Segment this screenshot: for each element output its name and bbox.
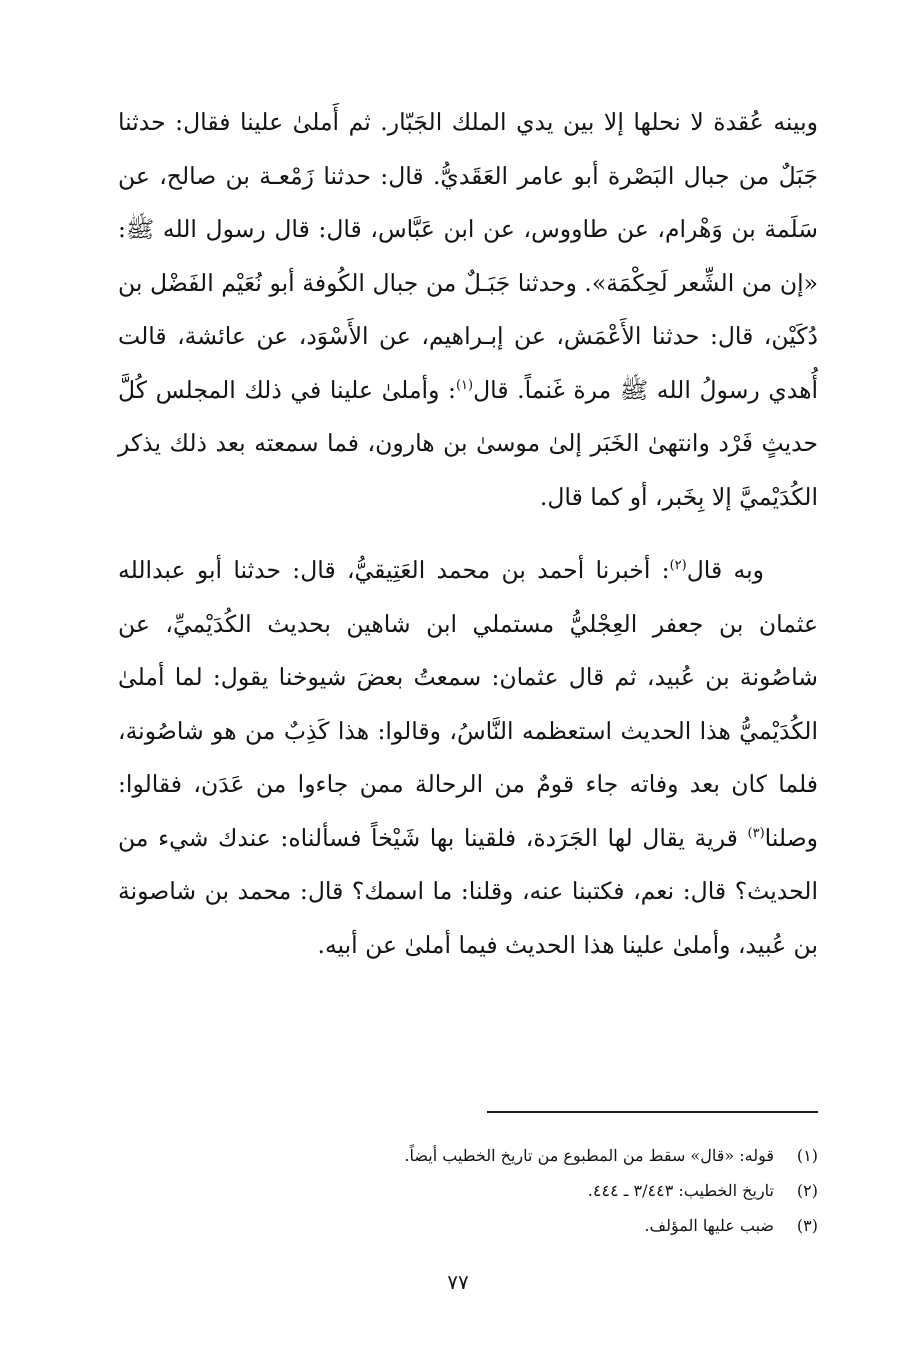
footnote-text: ضبب عليها المؤلف. bbox=[644, 1216, 774, 1235]
footnote-3 bbox=[118, 1208, 818, 1243]
footnote-separator bbox=[487, 1111, 818, 1113]
footnote-number: (٢) bbox=[796, 1181, 818, 1200]
paragraph-2-text-a: وبه قال bbox=[686, 556, 764, 584]
footnote-2 bbox=[118, 1173, 818, 1208]
footnote-ref-2: (٢) bbox=[669, 558, 687, 574]
footnote-ref-3: (٣) bbox=[747, 825, 765, 841]
footnote-text: تاريخ الخطيب: ٣/٤٤٣ ـ ٤٤٤. bbox=[587, 1181, 774, 1200]
main-text bbox=[118, 96, 818, 972]
paragraph-2-text-b: : أخبرنا أحمد بن محمد العَتِيقيُّ، قال: حدثنا أبو عبدالله عثمان بن جعفر العِجْليُّ مستملي ابن شاهين بحديث الكُدَيْميِّ، عن شاصُونة بن عُبيد، ثم قال عثمان: سمعتُ بعضَ شيوخنا يقول: لما أملىٰ الكُدَيْميُّ هذا الحديث استعظمه النَّاسُ، وقالوا: هذا كَذِبٌ من هو شاصُونة، فلما كان بعد وفاته جاء قومٌ من الرحالة ممن جاءوا من عَدَن، فقالوا: وصلنا bbox=[118, 556, 818, 852]
footnote-text: قوله: «قال» سقط من المطبوع من تاريخ الخطيب أيضاً. bbox=[404, 1146, 774, 1165]
paragraph-2-text-c: قرية يقال لها الجَرَدة، فلقينا بها شَيْخاً فسألناه: عندك شيء من الحديث؟ قال: نعم، فكتبنا عنه، وقلنا: ما اسمك؟ قال: محمد بن شاصونة بن عُبيد، وأملىٰ علينا هذا الحديث فيما أملىٰ عن أبيه. bbox=[118, 823, 818, 959]
footnotes bbox=[118, 1138, 818, 1243]
footnote-number: (٣) bbox=[796, 1216, 818, 1235]
footnote-number: (١) bbox=[796, 1146, 818, 1165]
paragraph-1-text-a: وبينه عُقدة لا نحلها إلا بين يدي الملك الجَبّار. ثم أَملىٰ علينا فقال: حدثنا جَبَلٌ من جبال البَصْرة أبو عامر العَقَديُّ. قال: حدثنا زَمْعـة بن صالح، عن سَلَمة بن وَهْرام، عن طاووس، عن ابن عَبَّاس، قال: قال رسول الله ﷺ: «إن من الشِّعر لَحِكْمَة». وحدثنا جَبَـلٌ من جبال الكُوفة أبو نُعَيْم الفَضْل بن دُكَيْن، قال: حدثنا الأَعْمَش، عن إبـراهيم، عن الأَسْوَد، عن عائشة، قالت أُهدي رسولُ الله ﷺ مرة غَنماً. قال bbox=[118, 108, 818, 404]
paragraph-1-text-b: : وأملىٰ علينا في ذلك المجلس كُلَّ حديثٍ فَرْد وانتهىٰ الخَبَر إلىٰ موسىٰ بن هارون، فما سمعته بعد ذلك يذكر الكُدَيْميَّ إلا بِخَبر، أو كما قال. bbox=[118, 375, 818, 511]
footnote-ref-1: (١) bbox=[455, 377, 474, 393]
paragraph-1 bbox=[118, 96, 818, 524]
page-number: ٧٧ bbox=[447, 1270, 469, 1294]
footnote-1 bbox=[118, 1138, 818, 1173]
paragraph-2 bbox=[118, 544, 818, 972]
